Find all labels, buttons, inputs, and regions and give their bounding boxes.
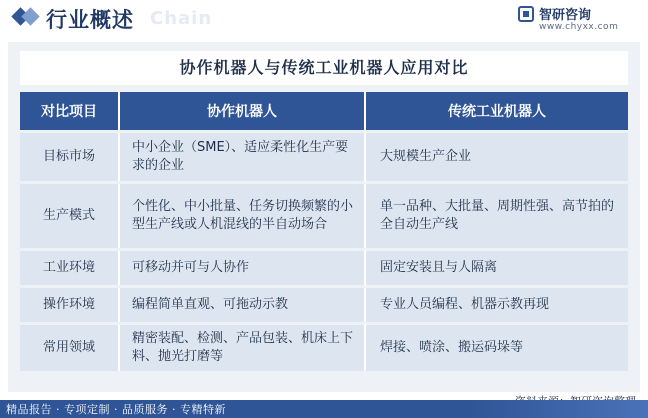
traditional-cell: 固定安装且与人隔离 <box>364 251 628 285</box>
header-cell-collab: 协作机器人 <box>118 92 364 130</box>
collab-cell: 可移动并可与人协作 <box>118 251 364 285</box>
background-word: Chain <box>150 8 213 29</box>
footer-bar <box>0 400 648 418</box>
header-cell-item: 对比项目 <box>20 92 118 130</box>
brand-name: 智研咨询 <box>539 8 592 23</box>
section-title: 行业概述 <box>46 8 134 32</box>
row-label: 常用领域 <box>20 325 118 371</box>
table-row <box>20 325 628 371</box>
traditional-cell: 专业人员编程、机器示教再现 <box>364 288 628 322</box>
header-cell-traditional: 传统工业机器人 <box>364 92 628 130</box>
table-header-row <box>20 92 628 130</box>
row-label: 操作环境 <box>20 288 118 322</box>
traditional-cell: 大规模生产企业 <box>364 133 628 181</box>
collab-cell: 中小企业（SME）、适应柔性化生产要求的企业 <box>118 133 364 181</box>
row-label: 工业环境 <box>20 251 118 285</box>
brand-url: www.chyxx.com <box>539 22 619 32</box>
header <box>0 0 648 36</box>
traditional-cell: 单一品种、大批量、周期性强、高节拍的全自动生产线 <box>364 184 628 248</box>
traditional-cell: 焊接、喷涂、搬运码垛等 <box>364 325 628 371</box>
table-row <box>20 184 628 248</box>
footer-stripe <box>468 400 648 418</box>
comparison-table <box>20 89 628 374</box>
table-title: 协作机器人与传统工业机器人应用对比 <box>20 51 628 85</box>
brand <box>518 4 638 36</box>
table-row <box>20 133 628 181</box>
footer-text: 精品报告 · 专项定制 · 品质服务 · 专精特新 <box>6 403 226 416</box>
table-row <box>20 251 628 285</box>
table-row <box>20 288 628 322</box>
logo-icon <box>518 6 534 22</box>
row-label: 目标市场 <box>20 133 118 181</box>
collab-cell: 编程简单直观、可拖动示教 <box>118 288 364 322</box>
row-label: 生产模式 <box>20 184 118 248</box>
collab-cell: 精密装配、检测、产品包装、机床上下料、抛光打磨等 <box>118 325 364 371</box>
collab-cell: 个性化、中小批量、任务切换频繁的小型生产线或人机混线的半自动场合 <box>118 184 364 248</box>
